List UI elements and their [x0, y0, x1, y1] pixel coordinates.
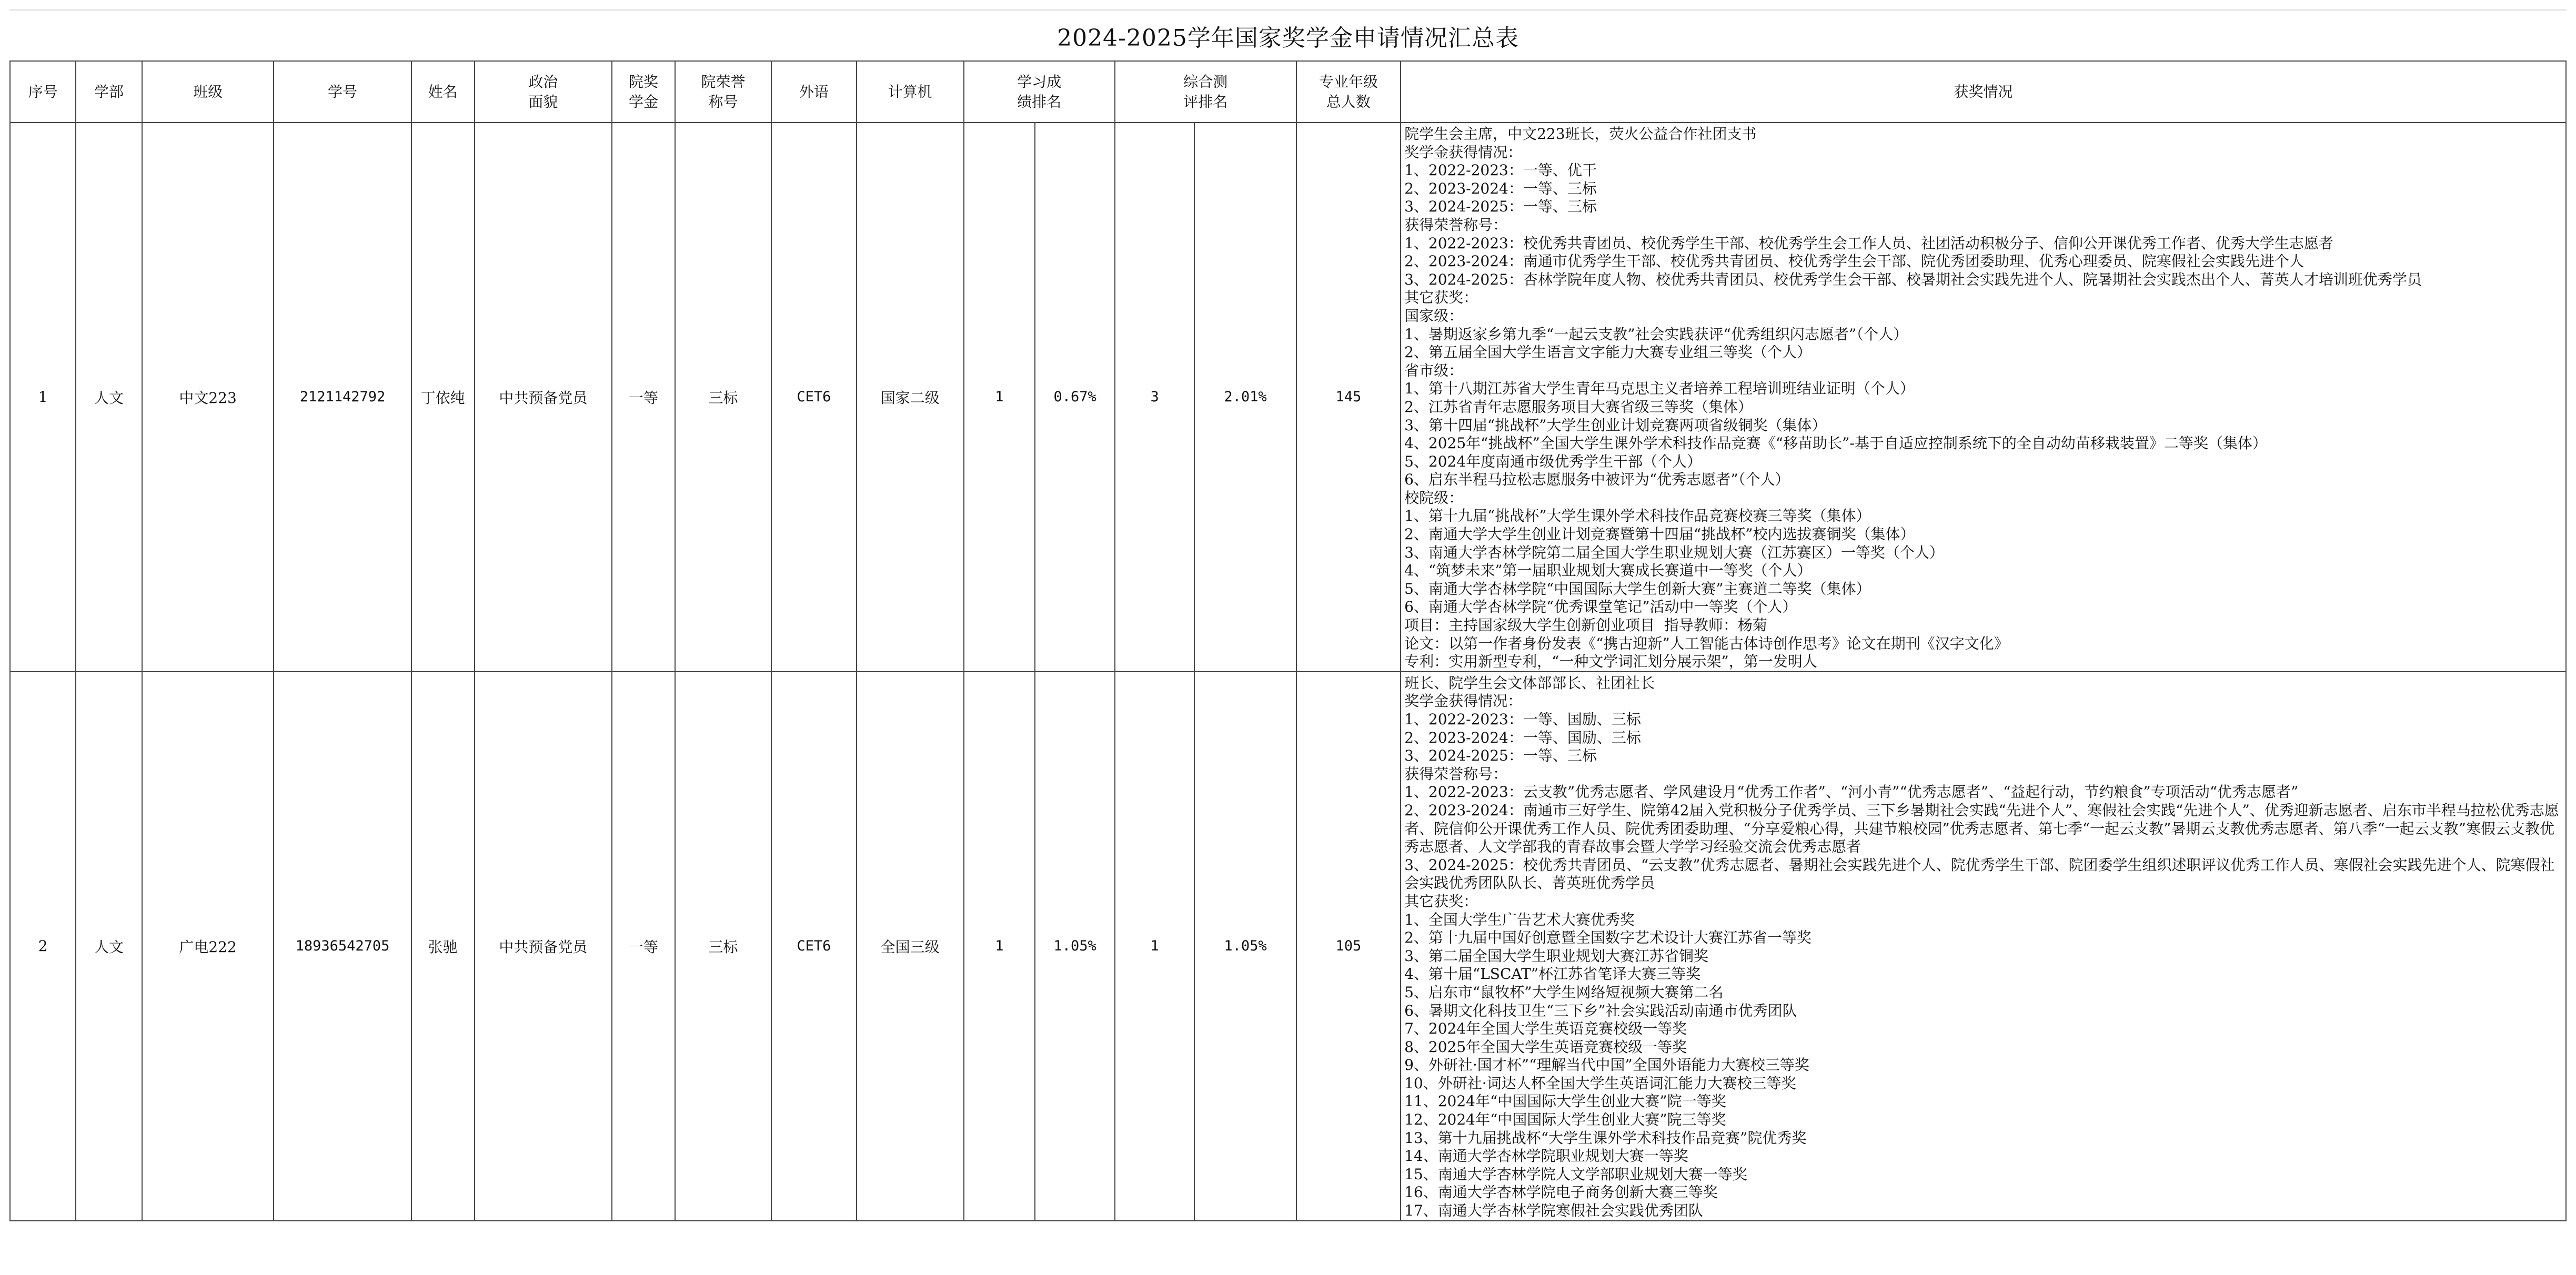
- row-awards: 班长、院学生会文体部部长、社团社长 奖学金获得情况： 1、2022-2023：一等、国励、三标 2、2023-2024：一等、国励、三标 3、2024-2025：一等、三标 获得荣誉称号： 1、2022-2023：云支教”优秀志愿者、学风建设月“优秀工作者”、“河小青”“优秀志愿者”、“益起行动，节约粮食”专项活动“优秀志愿者” 2、2023-2024：南通市三好学生、院第42届入党积极分子优秀学员、三下乡暑期社会实践“先进个人”、寒假社会实践“先进个人”、优秀迎新志愿者、启东市半程马拉松优秀志愿者、院信仰公开课优秀工作人员、院优秀团委助理、“分享爱粮心得，共建节粮校园”优秀志愿者、第七季“一起云支教”暑期云支教优秀志愿者、第八季“一起云支教”寒假云支教优秀志愿者、人文学部我的青春故事会暨大学学习经验交流会优秀志愿者 3、2024-2025：校优秀共青团员、“云支教”优秀志愿者、暑期社会实践先进个人、院优秀学生干部、院团委学生组织述职评议优秀工作人员、寒假社会实践先进个人、院寒假社会实践优秀团队队长、菁英班优秀学员 其它获奖： 1、全国大学生广告艺术大赛优秀奖 2、第十九届中国好创意暨全国数字艺术设计大赛江苏省一等奖 3、第二届全国大学生职业规划大赛江苏省铜奖 4、第十届“LSCAT”杯江苏省笔译大赛三等奖 5、启东市“鼠牧杯”大学生网络短视频大赛第二名 6、暑期文化科技卫生“三下乡”社会实践活动南通市优秀团队 7、2024年全国大学生英语竞赛校级一等奖 8、2025年全国大学生英语竞赛校级一等奖 9、外研社·国才杯”“理解当代中国”全国外语能力大赛校三等奖 10、外研社·词达人杯全国大学生英语词汇能力大赛校三等奖 11、2024年“中国国际大学生创业大赛”院一等奖 12、2024年“中国国际大学生创业大赛”院三等奖 13、第十九届挑战杯“大学生课外学术科技作品竞赛”院优秀奖 14、南通大学杏林学院职业规划大赛一等奖 15、南通大学杏林学院人文学部职业规划大赛一等奖 16、南通大学杏林学院电子商务创新大赛三等奖 17、南通大学杏林学院寒假社会实践优秀团队: [1401, 672, 2566, 1221]
- header-name: 姓名: [411, 61, 475, 123]
- row-comp-pct: 1.05%: [1194, 672, 1296, 1221]
- header-index: 序号: [10, 61, 76, 123]
- row-student-id: 2121142792: [274, 123, 411, 672]
- header-foreign-lang: 外语: [771, 61, 857, 123]
- header-major-total: 专业年级 总人数: [1296, 61, 1401, 123]
- row-dept: 人文: [76, 672, 142, 1221]
- row-major-total: 145: [1296, 123, 1401, 672]
- row-study-rank: 1: [964, 672, 1035, 1221]
- row-foreign-lang: CET6: [771, 672, 857, 1221]
- header-awards: 获奖情况: [1401, 61, 2566, 123]
- header-computer: 计算机: [857, 61, 964, 123]
- header-row: [10, 61, 2566, 123]
- header-college-honor: 院荣誉 称号: [675, 61, 771, 123]
- row-foreign-lang: CET6: [771, 123, 857, 672]
- row-college-honor: 三标: [675, 672, 771, 1221]
- header-student-id: 学号: [274, 61, 411, 123]
- row-study-pct: 0.67%: [1035, 123, 1115, 672]
- header-political: 政治 面貌: [475, 61, 612, 123]
- header-college-scholarship: 院奖 学金: [612, 61, 675, 123]
- row-name: 丁依纯: [411, 123, 475, 672]
- row-student-id: 18936542705: [274, 672, 411, 1221]
- header-dept: 学部: [76, 61, 142, 123]
- row-comp-pct: 2.01%: [1194, 123, 1296, 672]
- row-class: 广电222: [142, 672, 274, 1221]
- row-college-scholarship: 一等: [612, 123, 675, 672]
- header-comprehensive-rank: 综合测 评排名: [1115, 61, 1296, 123]
- row-college-honor: 三标: [675, 123, 771, 672]
- row-comp-rank: 3: [1115, 123, 1194, 672]
- row-comp-rank: 1: [1115, 672, 1194, 1221]
- row-index: 1: [10, 123, 76, 672]
- table-row: [10, 123, 2566, 672]
- row-index: 2: [10, 672, 76, 1221]
- header-study-rank: 学习成 绩排名: [964, 61, 1115, 123]
- row-name: 张驰: [411, 672, 475, 1221]
- row-political: 中共预备党员: [475, 672, 612, 1221]
- row-political: 中共预备党员: [475, 123, 612, 672]
- row-computer: 全国三级: [857, 672, 964, 1221]
- row-computer: 国家二级: [857, 123, 964, 672]
- table-title: 2024-2025学年国家奖学金申请情况汇总表: [9, 9, 2567, 60]
- row-dept: 人文: [76, 123, 142, 672]
- row-class: 中文223: [142, 123, 274, 672]
- row-study-pct: 1.05%: [1035, 672, 1115, 1221]
- row-study-rank: 1: [964, 123, 1035, 672]
- row-awards: 院学生会主席，中文223班长，荧火公益合作社团支书 奖学金获得情况： 1、2022-2023：一等、优干 2、2023-2024：一等、三标 3、2024-2025：一等、三标 获得荣誉称号： 1、2022-2023：校优秀共青团员、校优秀学生干部、校优秀学生会工作人员、社团活动积极分子、信仰公开课优秀工作者、优秀大学生志愿者 2、2023-2024：南通市优秀学生干部、校优秀共青团员、校优秀学生会干部、院优秀团委助理、优秀心理委员、院寒假社会实践先进个人 3、2024-2025：杏林学院年度人物、校优秀共青团员、校优秀学生会干部、校暑期社会实践先进个人、院暑期社会实践杰出个人、菁英人才培训班优秀学员 其它获奖： 国家级： 1、暑期返家乡第九季“一起云支教”社会实践获评“优秀组织闪志愿者”（个人） 2、第五届全国大学生语言文字能力大赛专业组三等奖（个人） 省市级： 1、第十八期江苏省大学生青年马克思主义者培养工程培训班结业证明（个人） 2、江苏省青年志愿服务项目大赛省级三等奖（集体） 3、第十四届“挑战杯”大学生创业计划竞赛两项省级铜奖（集体） 4、2025年“挑战杯”全国大学生课外学术科技作品竞赛《“移苗助长”-基于自适应控制系统下的全自动幼苗移栽装置》二等奖（集体） 5、2024年度南通市级优秀学生干部（个人） 6、启东半程马拉松志愿服务中被评为“优秀志愿者”（个人） 校院级： 1、第十九届“挑战杯”大学生课外学术科技作品竞赛校赛三等奖（集体） 2、南通大学大学生创业计划竞赛暨第十四届“挑战杯”校内选拔赛铜奖（集体） 3、南通大学杏林学院第二届全国大学生职业规划大赛（江苏赛区）一等奖（个人） 4、“筑梦未来”第一届职业规划大赛成长赛道中一等奖（个人） 5、南通大学杏林学院“中国国际大学生创新大赛”主赛道二等奖（集体） 6、南通大学杏林学院“优秀课堂笔记”活动中一等奖（个人） 项目：主持国家级大学生创新创业项目 指导教师：杨菊 论文：以第一作者身份发表《“携古迎新”人工智能古体诗创作思考》论文在期刊《汉字文化》 专利：实用新型专利，“一种文学词汇划分展示架”，第一发明人: [1401, 123, 2566, 672]
- header-class: 班级: [142, 61, 274, 123]
- row-major-total: 105: [1296, 672, 1401, 1221]
- scholarship-summary-sheet: [9, 9, 2567, 1266]
- table-row: [10, 672, 2566, 1221]
- row-college-scholarship: 一等: [612, 672, 675, 1221]
- summary-table: [9, 60, 2567, 1221]
